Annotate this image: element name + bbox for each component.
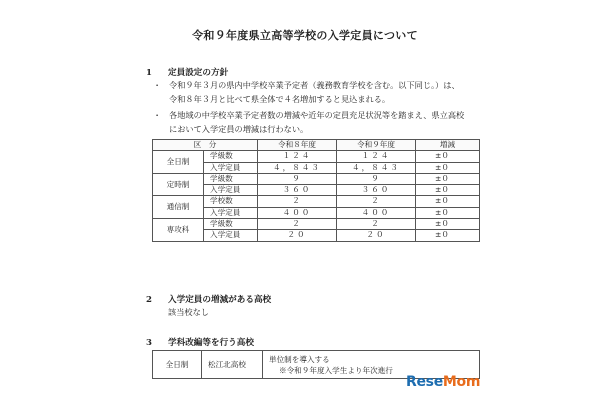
section-2-body: 該当校なし bbox=[168, 307, 209, 317]
bullet-1-line-1: 令和９年３月の県内中学校卒業予定者（義務教育学校を含む。以下同じ。）は、 bbox=[169, 80, 460, 90]
diff-cell: ±０ bbox=[416, 185, 480, 196]
section-3-heading bbox=[146, 336, 254, 348]
bullet-1-line-2: 令和８年３月と比べて県全体で４名増加すると見込まれる。 bbox=[169, 94, 391, 104]
r8-cell: ４，８４３ bbox=[258, 162, 337, 173]
table-row bbox=[153, 219, 480, 230]
bullet-2-line-1: 各地域の中学校卒業予定者数の増減や近年の定員充足状況等を踏まえ、県立高校 bbox=[169, 110, 465, 120]
r9-cell: ４００ bbox=[337, 207, 416, 218]
table-row bbox=[153, 151, 480, 162]
r8-cell: ４００ bbox=[258, 207, 337, 218]
r8-cell: ２０ bbox=[258, 230, 337, 241]
header-category: 区 分 bbox=[153, 140, 258, 151]
item-cell: 入学定員 bbox=[204, 185, 258, 196]
diff-cell: ±０ bbox=[416, 196, 480, 207]
diff-cell: ±０ bbox=[416, 230, 480, 241]
table-header-row bbox=[153, 140, 480, 151]
item-cell: 入学定員 bbox=[204, 230, 258, 241]
item-cell: 入学定員 bbox=[204, 162, 258, 173]
item-cell: 入学定員 bbox=[204, 207, 258, 218]
table-row bbox=[153, 196, 480, 207]
item-cell: 学級数 bbox=[204, 219, 258, 230]
quota-table bbox=[152, 139, 480, 242]
change-detail-line-2: ※令和９年度入学生より年次進行 bbox=[279, 365, 393, 375]
section-1-number: 1 bbox=[146, 68, 152, 78]
r9-cell: ２ bbox=[337, 196, 416, 207]
watermark-part-1: Rese bbox=[406, 374, 443, 390]
category-cell: 定時制 bbox=[153, 173, 204, 196]
category-cell: 通信制 bbox=[153, 196, 204, 219]
section-2-number: 2 bbox=[146, 295, 152, 305]
school-name-cell: 松江北高校 bbox=[202, 351, 263, 379]
table-row bbox=[153, 173, 480, 184]
header-r8: 令和８年度 bbox=[258, 140, 337, 151]
watermark-part-2: Mom bbox=[442, 374, 481, 390]
header-diff: 増減 bbox=[416, 140, 480, 151]
category-cell: 専攻科 bbox=[153, 219, 204, 242]
diff-cell: ±０ bbox=[416, 207, 480, 218]
item-cell: 学級数 bbox=[204, 151, 258, 162]
change-detail-line-1: 単位制を導入する bbox=[269, 354, 330, 364]
document-title: 令和９年度県立高等学校の入学定員について bbox=[192, 29, 418, 42]
section-2-heading bbox=[146, 293, 271, 305]
bullet-2-line-2: において入学定員の増減は行わない。 bbox=[169, 124, 309, 134]
r9-cell: ４，８４３ bbox=[337, 162, 416, 173]
diff-cell: ±０ bbox=[416, 151, 480, 162]
r8-cell: ２ bbox=[258, 196, 337, 207]
item-cell: 学校数 bbox=[204, 196, 258, 207]
diff-cell: ±０ bbox=[416, 173, 480, 184]
r9-cell: ９ bbox=[337, 173, 416, 184]
section-3-number: 3 bbox=[146, 338, 152, 348]
r8-cell: １２４ bbox=[258, 151, 337, 162]
section-1-heading bbox=[146, 66, 228, 78]
r9-cell: ２０ bbox=[337, 230, 416, 241]
section-1-title: 定員設定の方針 bbox=[168, 68, 229, 78]
item-cell: 学級数 bbox=[204, 173, 258, 184]
diff-cell: ±０ bbox=[416, 219, 480, 230]
course-type-cell: 全日制 bbox=[153, 351, 202, 379]
bullet-mark: ・ bbox=[153, 80, 162, 90]
r9-cell: ２ bbox=[337, 219, 416, 230]
header-r9: 令和９年度 bbox=[337, 140, 416, 151]
r9-cell: ３６０ bbox=[337, 185, 416, 196]
r9-cell: １２４ bbox=[337, 151, 416, 162]
diff-cell: ±０ bbox=[416, 162, 480, 173]
bullet-mark: ・ bbox=[153, 110, 162, 120]
resemom-watermark-logo bbox=[406, 374, 480, 390]
r8-cell: ３６０ bbox=[258, 185, 337, 196]
section-3-title: 学科改編等を行う高校 bbox=[168, 338, 254, 348]
r8-cell: ２ bbox=[258, 219, 337, 230]
section-2-title: 入学定員の増減がある高校 bbox=[168, 295, 272, 305]
category-cell: 全日制 bbox=[153, 151, 204, 174]
r8-cell: ９ bbox=[258, 173, 337, 184]
